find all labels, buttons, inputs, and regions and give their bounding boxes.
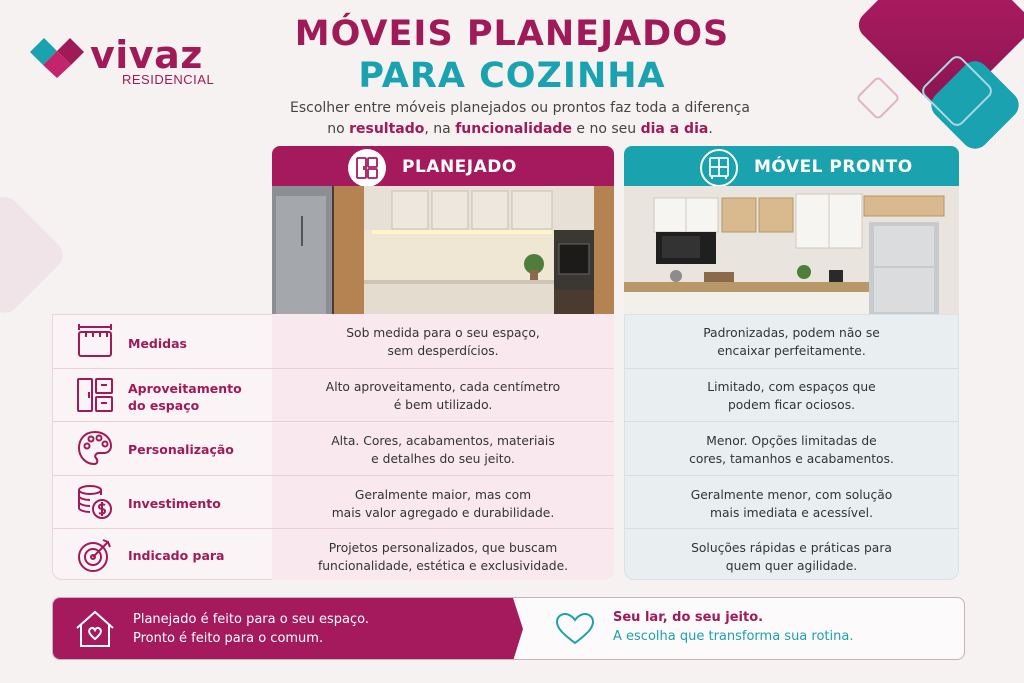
column-header-movel-pronto (624, 146, 959, 188)
planejado-cell (272, 432, 614, 468)
criterion-label (128, 380, 242, 414)
cabinet-icon (348, 149, 386, 187)
brand-name: vivaz (90, 33, 203, 77)
intro-text-part: , na (424, 121, 456, 137)
cell-line: mais valor agregado e durabilidade. (331, 506, 555, 520)
criterion-label: Personalização (128, 442, 234, 457)
intro-line1: Escolher entre móveis planejados ou prontos faz toda a diferença (289, 100, 750, 116)
criterion-label-line: Aproveitamento (128, 381, 242, 396)
cell-line: sem desperdícios. (387, 344, 499, 358)
cell-line: Geralmente maior, mas com (354, 488, 532, 502)
cell-line: Padronizadas, podem não se (703, 326, 880, 340)
footer-right-title: Seu lar, do seu jeito. (613, 610, 764, 625)
row-divider (52, 475, 614, 476)
cell-line: cores, tamanhos e acabamentos. (689, 452, 894, 466)
column-label-planejado: PLANEJADO (402, 157, 517, 177)
planejado-cell (272, 324, 614, 360)
cell-line: Menor. Opções limitadas de (706, 434, 877, 448)
movel-pronto-cell (624, 324, 959, 360)
intro-highlight: dia a dia (640, 121, 709, 137)
row-divider (624, 475, 959, 476)
cupboard-icon (700, 149, 738, 187)
planejado-cell (272, 539, 614, 575)
intro-text-part: e no seu (571, 121, 641, 137)
column-header-planejado (272, 146, 614, 188)
decor-shape-faint (0, 191, 69, 318)
ruler-icon (76, 323, 114, 361)
palette-icon (76, 429, 114, 467)
cell-line: Alto aproveitamento, cada centímetro (325, 380, 561, 394)
row-divider (624, 368, 959, 369)
cell-line: Sob medida para o seu espaço, (346, 326, 540, 340)
intro-line2 (200, 119, 840, 140)
coins-icon (76, 483, 114, 521)
intro-highlight: funcionalidade (455, 121, 572, 137)
footer-left-line: Pronto é feito para o comum. (133, 631, 324, 646)
cell-line: Projetos personalizados, que buscam (328, 541, 558, 555)
criterion-label: Medidas (128, 336, 187, 351)
footer-left-line: Planejado é feito para o seu espaço. (133, 612, 369, 627)
cell-line: é bem utilizado. (393, 398, 493, 412)
cell-line: e detalhes do seu jeito. (371, 452, 515, 466)
movel-pronto-cell (624, 539, 959, 575)
page-title-line1: MÓVEIS PLANEJADOS (294, 14, 730, 54)
planejado-cell (272, 378, 614, 414)
intro-highlight: resultado (349, 121, 425, 137)
row-divider (624, 528, 959, 529)
movel-pronto-cell (624, 378, 959, 414)
cell-line: funcionalidade, estética e exclusividade. (317, 559, 569, 573)
row-divider (52, 368, 614, 369)
heart-icon (555, 612, 595, 650)
storage-icon (76, 376, 114, 414)
movel-pronto-cell (624, 486, 959, 522)
column-label-movel-pronto: MÓVEL PRONTO (754, 157, 913, 177)
cell-line: Soluções rápidas e práticas para (691, 541, 892, 555)
cell-line: Limitado, com espaços que (707, 380, 876, 394)
cell-line: encaixar perfeitamente. (717, 344, 866, 358)
house-heart-icon (75, 609, 115, 653)
intro-text-part: . (708, 121, 713, 137)
footer-right-subtitle: A escolha que transforma sua rotina. (613, 629, 854, 644)
footer-left-text (133, 610, 369, 648)
intro-text-part: no (327, 121, 350, 137)
planejado-cell (272, 486, 614, 522)
intro-text (200, 98, 840, 140)
brand-subtitle: RESIDENCIAL (122, 72, 215, 87)
movel-pronto-cell (624, 432, 959, 468)
criterion-label: Indicado para (128, 548, 225, 563)
cell-line: Geralmente menor, com solução (690, 488, 893, 502)
criterion-label: Investimento (128, 496, 221, 511)
target-icon (76, 536, 114, 574)
cell-line: Alta. Cores, acabamentos, materiais (331, 434, 555, 448)
footer-banner (52, 597, 965, 660)
cell-line: quem quer agilidade. (725, 559, 858, 573)
kitchen-photo-planejado (272, 186, 614, 314)
cell-line: podem ficar ociosos. (727, 398, 856, 412)
row-divider (52, 528, 614, 529)
row-divider (624, 421, 959, 422)
page-title-line2: PARA COZINHA (358, 56, 666, 96)
kitchen-photo-movel-pronto (624, 186, 959, 314)
criterion-label-line: do espaço (128, 398, 200, 413)
row-divider (52, 421, 614, 422)
cell-line: mais imediata e acessível. (710, 506, 873, 520)
